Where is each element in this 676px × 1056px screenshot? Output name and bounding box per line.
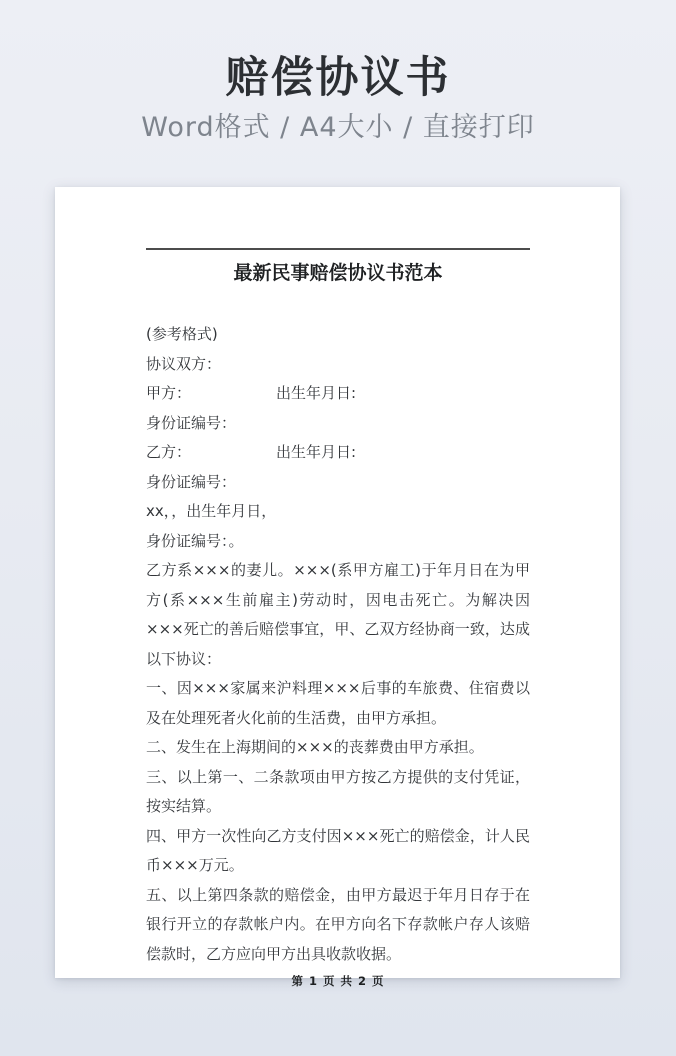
field-label: 出生年月日: (276, 384, 357, 402)
document-line: 协议双方： (146, 354, 222, 373)
field-label: 甲方： (146, 384, 192, 402)
document-line (146, 379, 530, 409)
document-page (55, 187, 620, 988)
page-title: 赔偿协议书 (225, 53, 451, 103)
document-line: 五、以上第四条款的赔偿金，由甲方最迟于年月日存于在银行开立的存款帐户内。在甲方向名下存款帐户存人该赔偿款时，乙方应向甲方出具收款收据。 (146, 885, 530, 963)
field-label: 乙方： (146, 443, 192, 461)
document-line: 身份证编号：。 (146, 531, 244, 550)
document-line (146, 438, 530, 468)
document-line: 四、甲方一次性向乙方支付因×××死亡的赔偿金，计人民币×××万元。 (146, 826, 530, 874)
document-line: 身份证编号： (146, 472, 237, 491)
page-header (0, 0, 676, 145)
document-line: 身份证编号： (146, 413, 237, 432)
document-line: 一、因×××家属来沪料理×××后事的车旅费、住宿费以及在处理死者火化前的生活费，由甲方承担。 (146, 679, 530, 727)
document-page-number: 第 1 页 共 2 页 (291, 974, 385, 988)
document-title: 最新民事赔偿协议书范本 (233, 262, 443, 284)
document-line: (参考格式) (146, 325, 218, 343)
document-line: 三、以上第一、二条款项由甲方按乙方提供的支付凭证，按实结算。 (146, 767, 530, 815)
page-subtitle: Word格式 / A4大小 / 直接打印 (141, 112, 535, 143)
document-divider (146, 248, 530, 250)
field-label: 出生年月日: (276, 443, 357, 461)
document-lines (146, 320, 530, 969)
document-line: xx，，出生年月日， (146, 502, 277, 520)
document-line: 乙方系×××的妻儿。×××(系甲方雇工)于年月日在为甲方(系×××生前雇主)劳动时，因电击死亡。为解决因×××死亡的善后赔偿事宜，甲、乙双方经协商一致，达成以下协议： (146, 561, 530, 668)
document-line: 二、发生在上海期间的×××的丧葬费由甲方承担。 (146, 738, 484, 756)
